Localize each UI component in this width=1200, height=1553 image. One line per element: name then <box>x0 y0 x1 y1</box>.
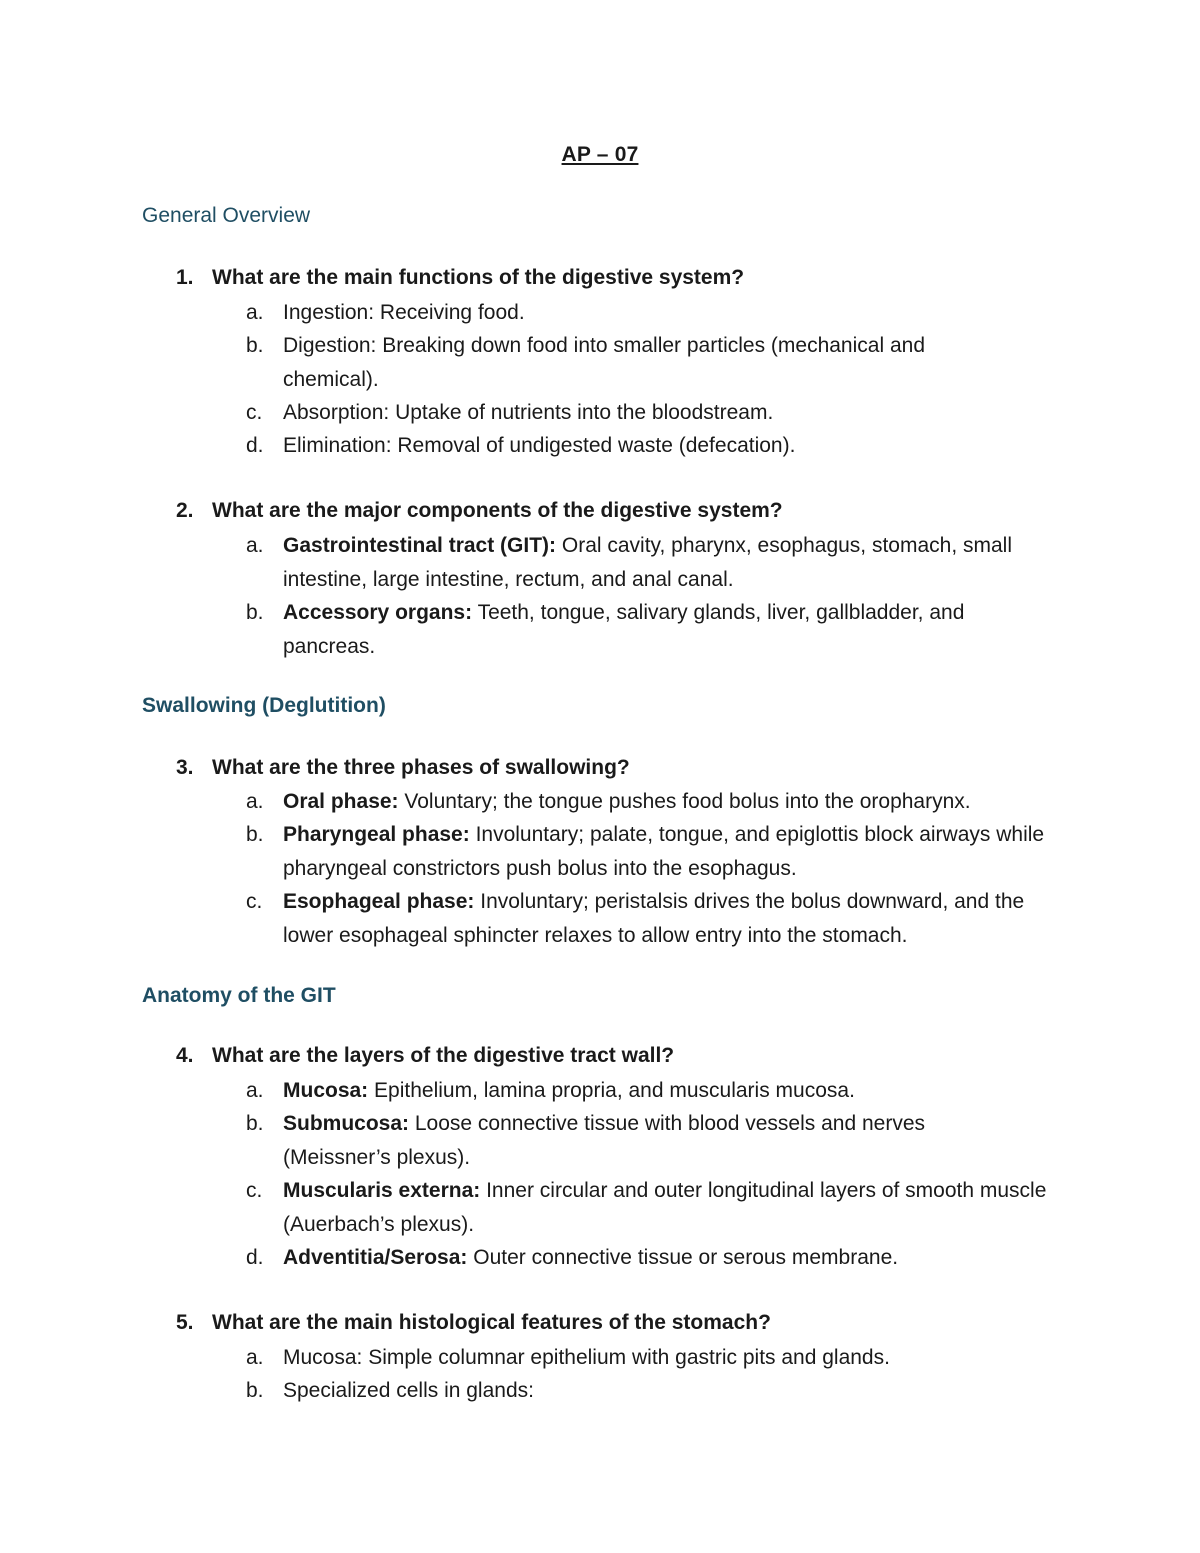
question-number: 2. <box>176 499 194 522</box>
question-text: What are the main functions of the digestive system? <box>212 266 745 289</box>
item-letter: d. <box>246 1246 264 1269</box>
answer-item <box>246 1374 1076 1408</box>
question-text: What are the major components of the digestive system? <box>212 499 783 522</box>
question-3 <box>176 756 630 780</box>
item-text: Outer connective tissue or serous membrane. <box>473 1246 899 1269</box>
question-text: What are the three phases of swallowing? <box>212 756 630 779</box>
question-4 <box>176 1044 674 1068</box>
answer-item <box>246 818 1076 885</box>
question-number: 1. <box>176 266 194 289</box>
answer-item <box>246 429 1076 463</box>
answer-item <box>246 785 1076 819</box>
item-letter: b. <box>246 601 264 624</box>
item-text: Epithelium, lamina propria, and muscularis mucosa. <box>374 1079 855 1102</box>
item-text: Inner circular and outer longitudinal layers of smooth muscle (Auerbach’s plexus). <box>283 1179 1047 1236</box>
question-1 <box>176 266 744 290</box>
item-text: Loose connective tissue with blood vessels and nerves (Meissner’s plexus). <box>283 1112 926 1169</box>
item-text: Ingestion: Receiving food. <box>283 301 525 324</box>
item-text: Mucosa: Simple columnar epithelium with gastric pits and glands. <box>283 1346 890 1369</box>
document-title: AP – 07 <box>561 143 639 166</box>
item-text: Voluntary; the tongue pushes food bolus into the oropharynx. <box>404 790 971 813</box>
item-letter: c. <box>246 1179 263 1202</box>
question-number: 4. <box>176 1044 194 1067</box>
item-letter: b. <box>246 1112 264 1135</box>
item-label: Pharyngeal phase: <box>283 823 470 846</box>
item-text: Involuntary; palate, tongue, and epiglottis block airways while pharyngeal constrictors push bolus into the esophagus. <box>283 823 1045 880</box>
answer-item <box>246 596 1036 663</box>
item-label: Accessory organs: <box>283 601 473 624</box>
item-letter: a. <box>246 790 264 813</box>
question-number: 5. <box>176 1311 194 1334</box>
item-letter: a. <box>246 301 264 324</box>
item-letter: d. <box>246 434 264 457</box>
item-text: Oral cavity, pharynx, esophagus, stomach, small intestine, large intestine, rectum, and anal canal. <box>283 534 1013 591</box>
item-label: Adventitia/Serosa: <box>283 1246 468 1269</box>
question-text: What are the main histological features of the stomach? <box>212 1311 771 1334</box>
answer-item <box>246 885 1076 952</box>
item-text: Teeth, tongue, salivary glands, liver, gallbladder, and pancreas. <box>283 601 965 658</box>
item-label: Muscularis externa: <box>283 1179 481 1202</box>
answer-item <box>246 1107 1006 1174</box>
item-text: Specialized cells in glands: <box>283 1379 534 1402</box>
question-2 <box>176 499 783 523</box>
item-letter: b. <box>246 823 264 846</box>
item-label: Submucosa: <box>283 1112 410 1135</box>
item-letter: b. <box>246 334 264 357</box>
item-label: Oral phase: <box>283 790 399 813</box>
section-heading-swallowing: Swallowing (Deglutition) <box>142 694 386 717</box>
item-letter: c. <box>246 890 263 913</box>
item-label: Esophageal phase: <box>283 890 475 913</box>
answer-item <box>246 1341 1076 1375</box>
item-label: Mucosa: <box>283 1079 369 1102</box>
item-text: Digestion: Breaking down food into smaller particles (mechanical and chemical). <box>283 334 925 391</box>
answer-item <box>246 329 1006 396</box>
item-letter: b. <box>246 1379 264 1402</box>
question-text: What are the layers of the digestive tract wall? <box>212 1044 675 1067</box>
item-letter: a. <box>246 534 264 557</box>
answer-item <box>246 1174 1056 1241</box>
item-letter: a. <box>246 1079 264 1102</box>
section-heading-anatomy: Anatomy of the GIT <box>142 984 336 1007</box>
item-letter: c. <box>246 401 263 424</box>
question-5 <box>176 1311 771 1335</box>
answer-item <box>246 529 1036 596</box>
question-number: 3. <box>176 756 194 779</box>
section-heading-general-overview: General Overview <box>142 204 311 227</box>
answer-item <box>246 1074 1076 1108</box>
item-text: Elimination: Removal of undigested waste (defecation). <box>283 434 796 457</box>
item-letter: a. <box>246 1346 264 1369</box>
answer-item <box>246 296 1076 330</box>
item-text: Involuntary; peristalsis drives the bolus downward, and the lower esophageal sphincter relaxes to allow entry into the stomach. <box>283 890 1025 947</box>
answer-item <box>246 1241 1076 1275</box>
answer-item <box>246 396 1076 430</box>
item-label: Gastrointestinal tract (GIT): <box>283 534 557 557</box>
item-text: Absorption: Uptake of nutrients into the bloodstream. <box>283 401 774 424</box>
